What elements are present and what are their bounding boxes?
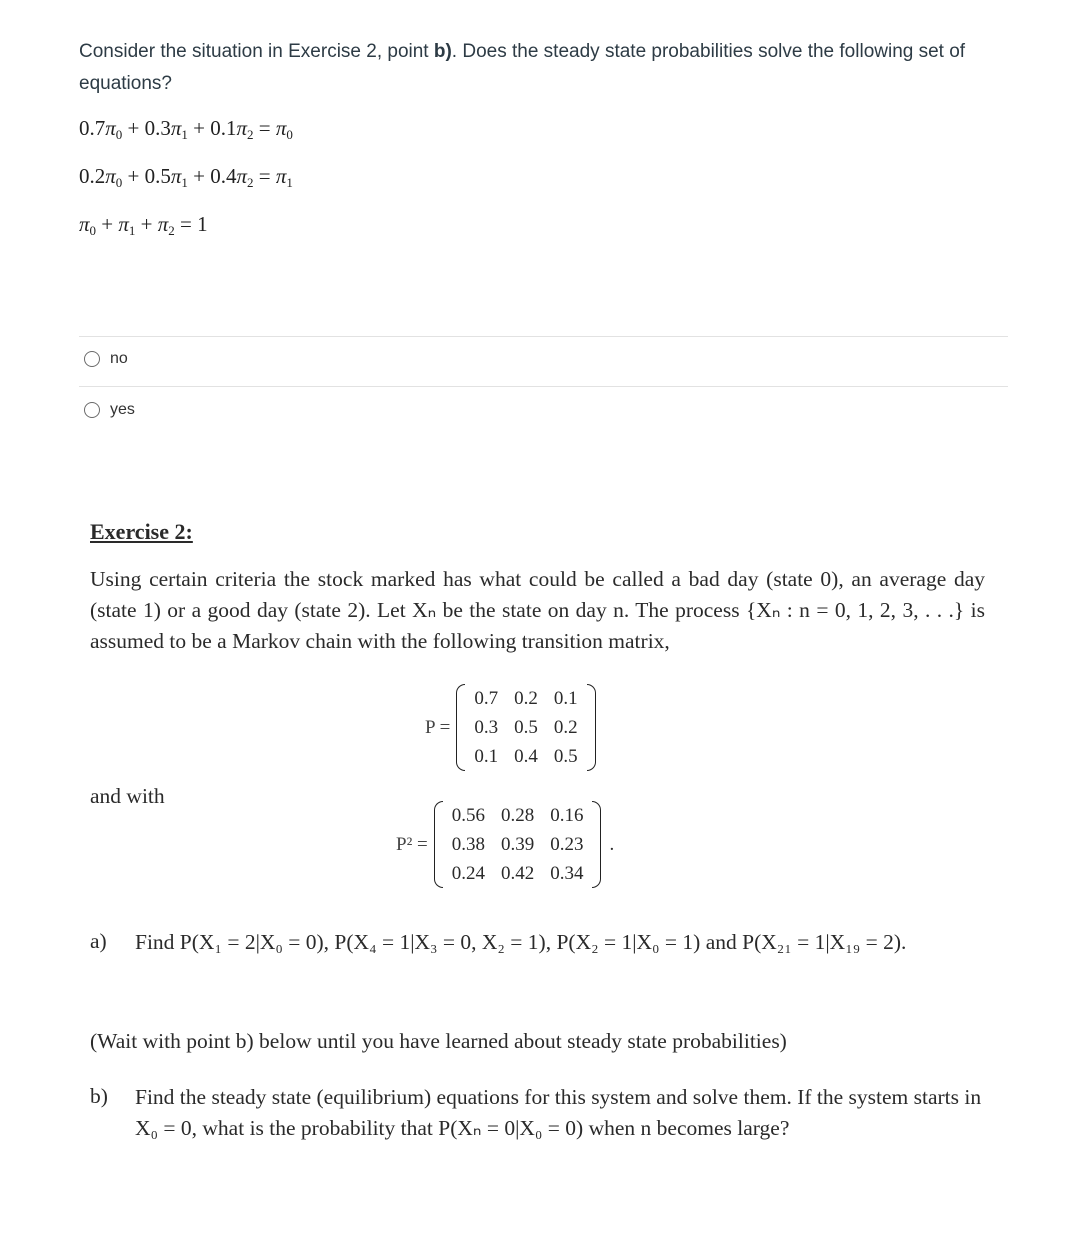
note-text: (Wait with point b) below until you have learned about steady state probabilities)	[90, 1029, 787, 1053]
option-no[interactable]: no	[84, 350, 128, 368]
item-a-text: Find P(X₁ = 2|X₀ = 0), P(X₄ = 1|X₃ = 0, X₂ = 1), P(X₂ = 1|X₀ = 1) and P(X₂₁ = 1|X₁₉ = 2).	[135, 930, 907, 954]
matrix-P: P = 0.7 0.2 0.1 0.3 0.5 0.2 0.1 0.4 0.5	[425, 684, 596, 771]
equation-2: $0.2\pi_0 + 0.5\pi_1 + 0.4\pi_2 = \pi_1$	[79, 164, 293, 190]
exercise-intro: Using certain criteria the stock marked has what could be called a bad day (state 0), an average day (state 1) or a good day (state 2). Let Xₙ be the state on day n. The process {Xₙ : n = 0, 1, 2, 3, . . .} is assumed to be a Markov chain with the following transition matrix,	[90, 567, 985, 653]
exercise-title: Exercise 2:	[90, 519, 193, 544]
matrix-P2: P² = 0.56 0.28 0.16 0.38 0.39 0.23 0.24 0.42 0.34 .	[396, 801, 614, 888]
equation-sum: $\pi_0 + \pi_1 + \pi_2 = 1$	[79, 212, 208, 238]
and-with-text: and with	[90, 784, 165, 808]
item-a-label: a)	[90, 929, 107, 953]
equation-1: $0.7\pi_0 + 0.3\pi_1 + 0.1\pi_2 = \pi_0$	[79, 116, 293, 142]
question-text: Consider the situation in Exercise 2, point b). Does the steady state probabilities solve the following set of equations?	[79, 41, 966, 94]
option-yes[interactable]: yes	[84, 401, 135, 419]
item-b-text: Find the steady state (equilibrium) equations for this system and solve them. If the system starts in X₀ = 0, what is the probability that P(Xₙ = 0|X₀ = 0) when n becomes large?	[135, 1085, 982, 1140]
item-b-label: b)	[90, 1084, 108, 1108]
